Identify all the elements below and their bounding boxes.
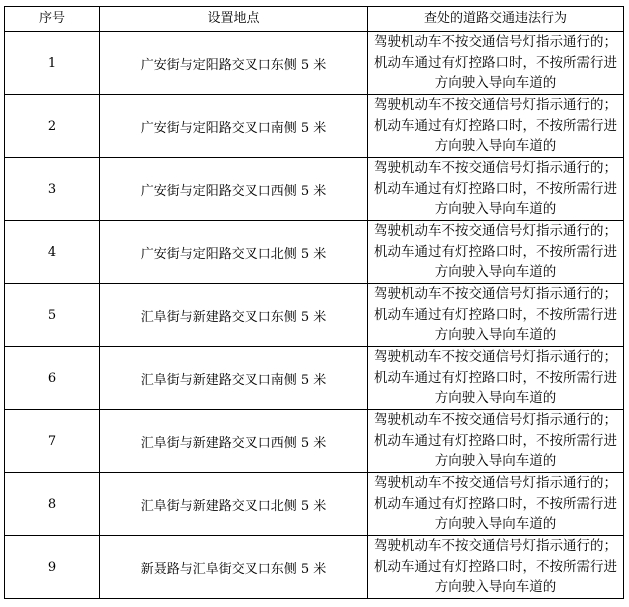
violation-line: 驾驶机动车不按交通信号灯指示通行的； [374, 223, 617, 240]
violation-table [4, 6, 624, 599]
violation-line: 方向驶入导向车道的 [434, 201, 557, 218]
table-row [5, 95, 624, 158]
violation-line: 机动车通过有灯控路口时，不按所需行进 [374, 54, 617, 71]
row-violation [368, 32, 624, 95]
row-number: 8 [5, 473, 100, 536]
row-location: 广安街与定阳路交叉口西侧 5 米 [100, 158, 368, 221]
row-number: 4 [5, 221, 100, 284]
violation-line: 驾驶机动车不按交通信号灯指示通行的； [374, 34, 617, 51]
table-header-row [5, 7, 624, 32]
row-number: 6 [5, 347, 100, 410]
violation-line: 机动车通过有灯控路口时，不按所需行进 [374, 243, 617, 260]
table-row [5, 536, 624, 599]
row-number: 5 [5, 284, 100, 347]
header-number: 序号 [5, 7, 100, 32]
row-location: 汇阜街与新建路交叉口南侧 5 米 [100, 347, 368, 410]
violation-line: 方向驶入导向车道的 [434, 327, 557, 344]
violation-line: 机动车通过有灯控路口时，不按所需行进 [374, 306, 617, 323]
row-location: 广安街与定阳路交叉口东侧 5 米 [100, 32, 368, 95]
violation-line: 驾驶机动车不按交通信号灯指示通行的； [374, 475, 617, 492]
row-location: 汇阜街与新建路交叉口西侧 5 米 [100, 410, 368, 473]
row-location: 广安街与定阳路交叉口北侧 5 米 [100, 221, 368, 284]
violation-line: 驾驶机动车不按交通信号灯指示通行的； [374, 349, 617, 366]
violation-line: 驾驶机动车不按交通信号灯指示通行的； [374, 97, 617, 114]
table-row [5, 221, 624, 284]
violation-line: 方向驶入导向车道的 [434, 264, 557, 281]
row-number: 7 [5, 410, 100, 473]
row-number: 9 [5, 536, 100, 599]
row-violation [368, 95, 624, 158]
violation-line: 方向驶入导向车道的 [434, 516, 557, 533]
table-row [5, 32, 624, 95]
row-location: 广安街与定阳路交叉口南侧 5 米 [100, 95, 368, 158]
row-location: 汇阜街与新建路交叉口北侧 5 米 [100, 473, 368, 536]
row-violation [368, 536, 624, 599]
row-violation [368, 221, 624, 284]
row-violation [368, 347, 624, 410]
header-location: 设置地点 [100, 7, 368, 32]
violation-line: 驾驶机动车不按交通信号灯指示通行的； [374, 538, 617, 555]
violation-line: 方向驶入导向车道的 [434, 138, 557, 155]
violation-line: 方向驶入导向车道的 [434, 75, 557, 92]
table-row [5, 347, 624, 410]
violation-line: 机动车通过有灯控路口时，不按所需行进 [374, 432, 617, 449]
row-number: 1 [5, 32, 100, 95]
row-violation [368, 158, 624, 221]
row-violation [368, 473, 624, 536]
table-row [5, 158, 624, 221]
header-violation: 查处的道路交通违法行为 [368, 7, 624, 32]
row-number: 3 [5, 158, 100, 221]
violation-line: 驾驶机动车不按交通信号灯指示通行的； [374, 160, 617, 177]
table-row [5, 410, 624, 473]
violation-line: 方向驶入导向车道的 [434, 579, 557, 596]
violation-line: 驾驶机动车不按交通信号灯指示通行的； [374, 286, 617, 303]
violation-line: 机动车通过有灯控路口时，不按所需行进 [374, 180, 617, 197]
violation-line: 机动车通过有灯控路口时，不按所需行进 [374, 369, 617, 386]
table-row [5, 284, 624, 347]
violation-line: 机动车通过有灯控路口时，不按所需行进 [374, 117, 617, 134]
violation-line: 机动车通过有灯控路口时，不按所需行进 [374, 495, 617, 512]
row-violation [368, 410, 624, 473]
table-row [5, 473, 624, 536]
row-number: 2 [5, 95, 100, 158]
violation-line: 方向驶入导向车道的 [434, 390, 557, 407]
violation-line: 方向驶入导向车道的 [434, 453, 557, 470]
row-violation [368, 284, 624, 347]
row-location: 新聂路与汇阜街交叉口东侧 5 米 [100, 536, 368, 599]
row-location: 汇阜街与新建路交叉口东侧 5 米 [100, 284, 368, 347]
violation-line: 机动车通过有灯控路口时，不按所需行进 [374, 558, 617, 575]
violation-line: 驾驶机动车不按交通信号灯指示通行的； [374, 412, 617, 429]
